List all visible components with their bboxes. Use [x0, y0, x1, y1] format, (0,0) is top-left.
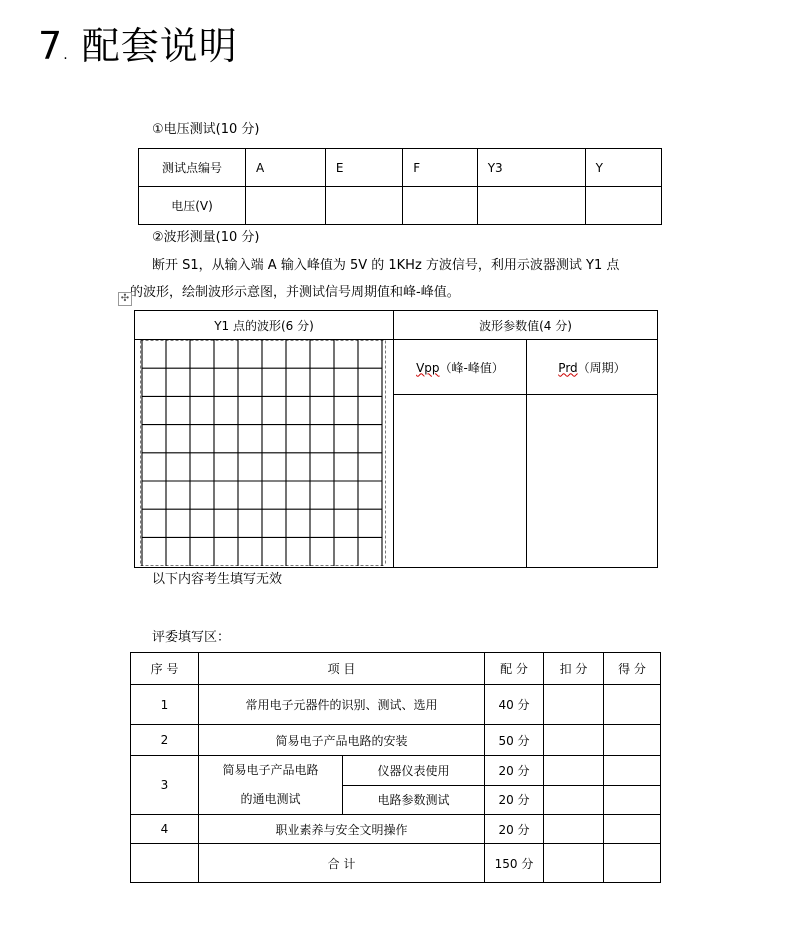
score-cell[interactable]: [604, 685, 661, 725]
row-item-part1: 简易电子产品电路: [222, 763, 319, 777]
title-number: 7: [38, 24, 64, 68]
row-max-score: 20 分: [485, 785, 544, 815]
score-table: [130, 652, 661, 883]
row-number: 2: [131, 725, 199, 756]
voltage-cell[interactable]: [403, 187, 477, 225]
test-point-y3: Y3: [477, 149, 585, 187]
prd-abbr: Prd: [558, 360, 578, 375]
voltage-cell[interactable]: [325, 187, 402, 225]
row-subitem: 电路参数测试: [343, 785, 485, 815]
test-point-header: 测试点编号: [139, 149, 246, 187]
total-score: 150 分: [485, 844, 544, 883]
row-item: 职业素养与安全文明操作: [199, 815, 485, 844]
instruction-line-1: 断开 S1，从输入端 A 输入峰值为 5V 的 1KHz 方波信号，利用示波器测试 Y1 点: [152, 258, 620, 273]
row-number: 4: [131, 815, 199, 844]
vpp-value-cell[interactable]: [394, 395, 527, 568]
row-item: 简易电子产品电路的安装: [199, 725, 485, 756]
row-max-score: 20 分: [485, 756, 544, 786]
header-item: 项 目: [199, 653, 485, 685]
test-point-y: Y: [585, 149, 661, 187]
row-max-score: 20 分: [485, 815, 544, 844]
total-score-cell[interactable]: [604, 844, 661, 883]
row-number: 1: [131, 685, 199, 725]
waveform-heading: ②波形测量(10 分): [152, 230, 260, 245]
header-number: 序 号: [131, 653, 199, 685]
header-deduction: 扣 分: [544, 653, 604, 685]
total-label: 合 计: [199, 844, 485, 883]
prd-label: [527, 340, 658, 395]
page-title: 7. 配套说明: [38, 24, 238, 68]
deduction-cell[interactable]: [544, 725, 604, 756]
table-move-handle-icon[interactable]: ✣: [118, 292, 132, 306]
score-cell[interactable]: [604, 725, 661, 756]
score-cell[interactable]: [604, 785, 661, 815]
title-text: 配套说明: [81, 24, 238, 68]
test-point-e: E: [325, 149, 402, 187]
row-subitem: 仪器仪表使用: [343, 756, 485, 786]
header-max-score: 配 分: [485, 653, 544, 685]
prd-desc: （周期）: [577, 360, 626, 375]
total-deduction-cell[interactable]: [544, 844, 604, 883]
vpp-label: [394, 340, 527, 395]
waveform-left-header: Y1 点的波形(6 分): [135, 311, 394, 340]
row-number: 3: [131, 756, 199, 815]
deduction-cell[interactable]: [544, 785, 604, 815]
waveform-right-header: 波形参数值(4 分): [394, 311, 658, 340]
score-area-heading: 评委填写区：: [152, 630, 231, 645]
waveform-grid: [140, 340, 386, 566]
vpp-desc: （峰-峰值）: [439, 360, 504, 375]
row-max-score: 50 分: [485, 725, 544, 756]
row-item-part2: 的通电测试: [240, 792, 301, 806]
voltage-row-label: 电压(V): [139, 187, 246, 225]
vpp-abbr: Vpp: [416, 360, 440, 375]
deduction-cell[interactable]: [544, 685, 604, 725]
invalid-note: 以下内容考生填写无效: [152, 572, 283, 587]
voltage-cell[interactable]: [585, 187, 661, 225]
total-number-cell: [131, 844, 199, 883]
deduction-cell[interactable]: [544, 815, 604, 844]
row-item-group: [199, 756, 343, 815]
voltage-test-table: [138, 148, 662, 225]
deduction-cell[interactable]: [544, 756, 604, 786]
voltage-cell[interactable]: [477, 187, 585, 225]
voltage-test-heading: ①电压测试(10 分): [152, 122, 260, 137]
voltage-cell[interactable]: [246, 187, 326, 225]
test-point-a: A: [246, 149, 326, 187]
row-item: 常用电子元器件的识别、测试、选用: [199, 685, 485, 725]
score-cell[interactable]: [604, 756, 661, 786]
score-cell[interactable]: [604, 815, 661, 844]
instruction-line-2: 的波形，绘制波形示意图，并测试信号周期值和峰-峰值。: [130, 285, 460, 300]
row-max-score: 40 分: [485, 685, 544, 725]
prd-value-cell[interactable]: [527, 395, 658, 568]
test-point-f: F: [403, 149, 477, 187]
header-score: 得 分: [604, 653, 661, 685]
